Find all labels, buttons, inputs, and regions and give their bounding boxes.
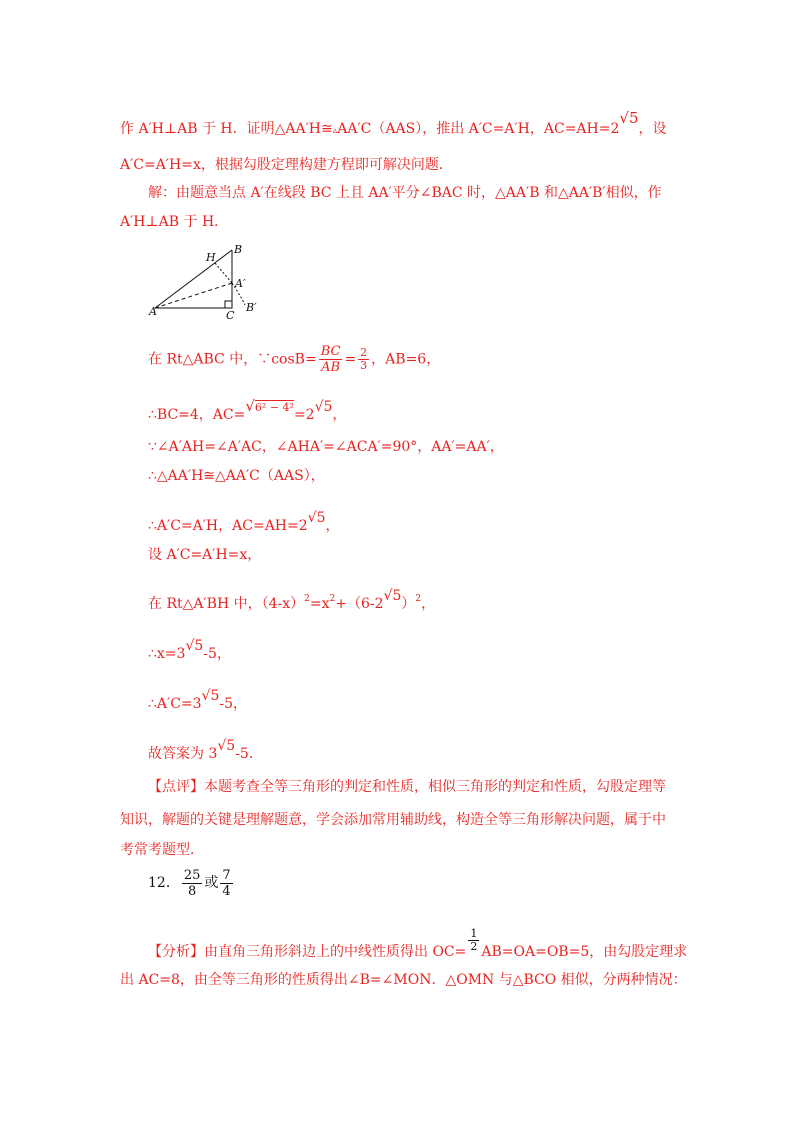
analysis12-line-1: 【分析】由直角三角形斜边上的中线性质得出 OC= $\frac{1}{2}$ AB=OA=OB=5，由勾股定理求	[148, 927, 688, 960]
solution-line-4: ∴△AA′H≅△AA′C（AAS），	[148, 468, 325, 484]
solution-intro-2: A′H⊥AB 于 H．	[120, 214, 229, 230]
small-triangle-symbol: ▵	[332, 126, 338, 136]
review-line-3: 考常考题型.	[120, 842, 195, 858]
solution-line-7: 在 Rt△A′BH 中，$(4-x)^2=x^2+(6-2√5)^2$，	[148, 588, 436, 612]
review-line-2: 知识，解题的关键是理解题意，学会添加常用辅助线，构造全等三角形解决问题，属于中	[120, 812, 666, 828]
solution-line-2: ∴BC=4，AC=√6² − 4²=2√5，	[148, 397, 347, 423]
sqrt5-expression: √5	[201, 688, 220, 704]
sqrt5-expression: √5	[619, 109, 639, 127]
label-A-prime: A′	[235, 277, 246, 290]
fraction-25-8: $\frac{25}{8}$	[183, 867, 201, 899]
sqrt5-expression: √5	[185, 638, 204, 654]
review-line-1: 【点评】本题考查全等三角形的判定和性质，相似三角形的判定和性质，勾股定理等	[148, 779, 666, 795]
label-A: A	[149, 305, 157, 318]
fraction-one-half: $\frac{1}{2}$	[470, 927, 478, 953]
sqrt5-expression: √5	[314, 399, 333, 415]
analysis-line-1: 作 A′H⊥AB 于 H．证明△AA′H≅▵AA′C（AAS），推出 A′C=A′H，AC=AH=2√5，设	[120, 109, 667, 137]
segment-HA-prime	[215, 263, 232, 283]
segment-AB	[155, 250, 232, 308]
label-H: H	[206, 251, 216, 264]
fraction-7-4: $\frac{7}{4}$	[222, 867, 231, 899]
solution-line-8: ∴x=3√5-5，	[148, 638, 231, 662]
solution-line-3: ∵∠A′AH=∠A′AC，∠AHA′=∠ACA′=90°，AA′=AA′，	[148, 439, 504, 455]
sqrt-6sq-minus-4sq: √6² − 4²	[245, 397, 294, 415]
sqrt5-expression: √5	[383, 588, 402, 604]
solution-line-1: 在 Rt△ABC 中，∵cosB= $\frac{BC}{AB}$ = $\frac{2}{3}$ ，AB=6，	[148, 344, 441, 375]
right-angle-mark	[225, 301, 232, 308]
solution-line-6: 设 A′C=A′H=x，	[148, 547, 262, 563]
sqrt5-expression: √5	[307, 510, 326, 526]
solution-line-9: ∴A′C=3√5-5，	[148, 688, 248, 712]
fraction-bc-ab: $\frac{BC}{AB}$	[320, 344, 341, 375]
analysis12-line-2: 出 AC=8，由全等三角形的性质得出∠B=∠MON．△OMN 与△BCO 相似，分两种情况：	[120, 972, 687, 988]
solution-line-5: ∴A′C=A′H，AC=AH=2√5，	[148, 510, 340, 534]
fraction-two-thirds: $\frac{2}{3}$	[360, 346, 368, 372]
question-12-answer: 12． $\frac{25}{8}$ 或 $\frac{7}{4}$	[148, 867, 231, 899]
triangle-figure	[145, 243, 275, 323]
analysis-line-2: A′C=A′H=x，根据勾股定理构建方程即可解决问题．	[120, 157, 453, 173]
answer-line: 故答案为 3√5-5．	[148, 738, 263, 762]
solution-intro-1: 解：由题意当点 A′在线段 BC 上且 AA′平分∠BAC 时，△AA′B 和△AA′B′相似，作	[148, 185, 662, 201]
sqrt5-expression: √5	[217, 738, 236, 754]
label-B-prime: B′	[246, 301, 257, 314]
label-C: C	[226, 309, 235, 322]
segment-AA-prime	[155, 283, 232, 308]
label-B: B	[234, 243, 243, 256]
